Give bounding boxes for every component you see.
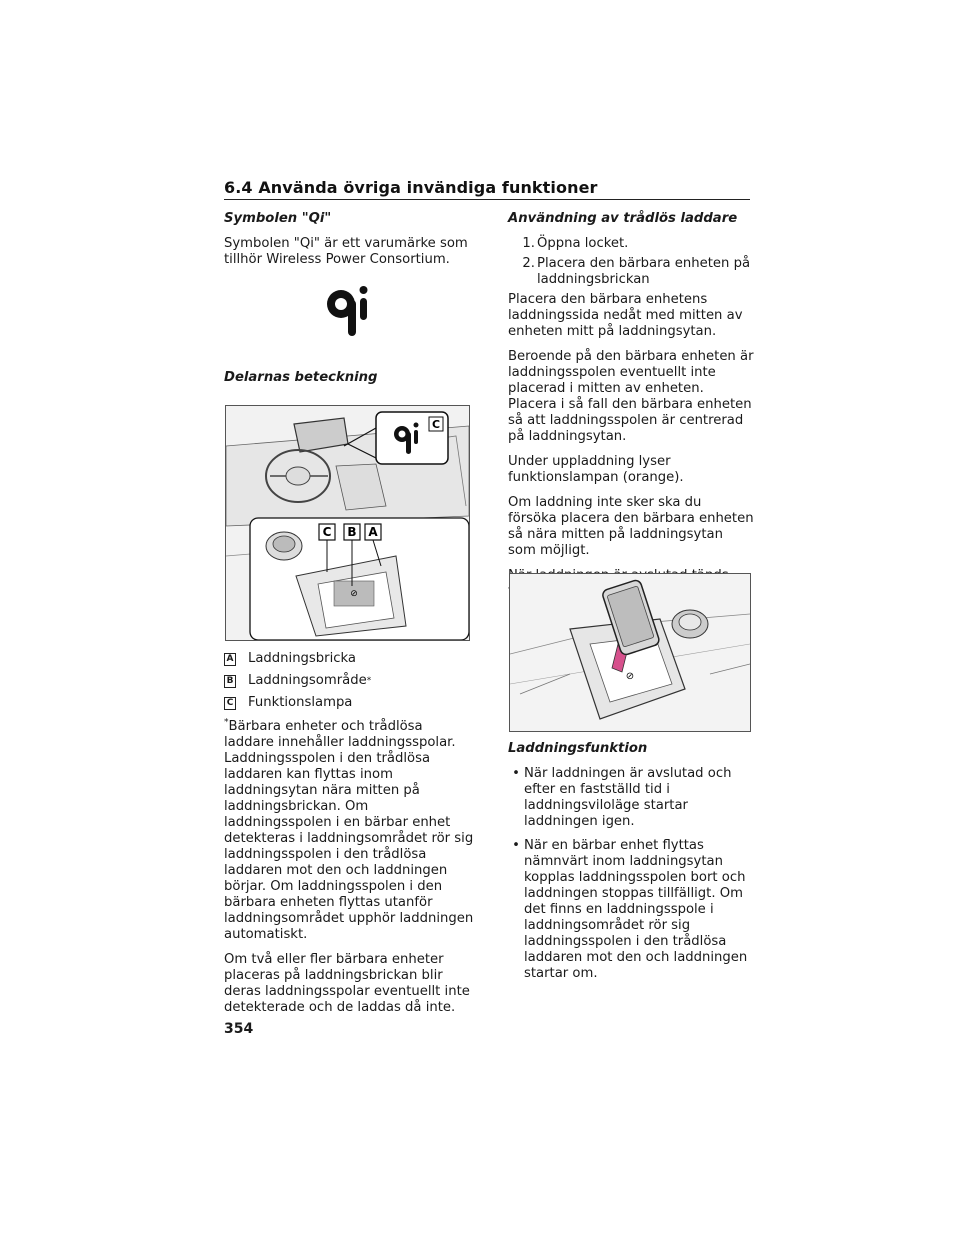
left-column	[224, 211, 474, 277]
function-section	[508, 741, 754, 990]
multi-device-text: Om två eller fler bärbara enheter placeras på laddningsbrickan blir deras laddningsspolar eventuellt inte detekterade och de laddas då inte.	[224, 952, 470, 1015]
bullet-item: • När laddningen är avslutad och efter en fastställd tid i laddningsviloläge startar laddningen igen.	[512, 766, 732, 829]
charging-text: Under uppladdning lyser funktionslampan (orange).	[508, 454, 684, 485]
usage-heading: Användning av trådlös laddare	[508, 211, 738, 226]
section-title: 6.4 Använda övriga invändiga funktioner	[224, 178, 598, 197]
footnote-mark: *	[224, 717, 229, 728]
legend-item-c: C Funktionslampa	[224, 695, 474, 711]
legend-item-a: A Laddningsbricka	[224, 651, 474, 667]
qi-heading: Symbolen "Qi"	[224, 211, 332, 226]
svg-text:⊘: ⊘	[625, 671, 635, 682]
usage-steps	[508, 236, 754, 288]
parts-heading: Delarnas beteckning	[224, 370, 378, 385]
bullet-item: • När en bärbar enhet flyttas nämnvärt inom laddningsytan kopplas laddningsspolen bort och laddningen stoppas tillfälligt. Om det finns en laddningsspole i laddningsområdet rör sig laddningsspolen i den trådlösa laddaren mot den och laddningen startar om.	[512, 838, 748, 981]
qi-logo-icon	[324, 282, 374, 342]
parts-legend	[224, 651, 474, 1025]
function-bullets	[508, 766, 754, 982]
qi-text: Symbolen "Qi" är ett varumärke som tillhör Wireless Power Consortium.	[224, 236, 468, 267]
right-column	[508, 211, 754, 609]
function-heading: Laddningsfunktion	[508, 741, 648, 756]
no-charge-text: Om laddning inte sker ska du försöka placera den bärbara enheten så nära mitten på laddningsytan som möjligt.	[508, 495, 754, 558]
figure-label-b: B	[347, 525, 357, 539]
phone-on-charger-illustration	[509, 573, 751, 732]
step-item: 1. Öppna locket.	[522, 236, 629, 251]
figure-label-c-callout: C	[431, 418, 441, 431]
page-number: 354	[224, 1021, 254, 1037]
dashboard-illustration	[225, 405, 470, 641]
figure-label-a: A	[368, 525, 378, 539]
footnote-text: Bärbara enheter och trådlösa laddare innehåller laddningsspolar. Laddningsspolen i den trådlösa laddaren kan flyttas inom laddningsytan nära mitten på laddningsbrickan. Om laddningsspolen i en bärbar enhet detekteras i laddningsområdet rör sig laddningsspolen i den trådlösa laddaren mot den och laddningen börjar. Om laddningsspolen i den bärbara enheten flyttas utanför laddningsområdet upphör laddningen automatiskt.	[224, 719, 474, 942]
section-rule	[224, 199, 750, 200]
step-item: 2. Placera den bärbara enheten på laddningsbrickan	[522, 256, 751, 287]
coil-text: Beroende på den bärbara enheten är laddningsspolen eventuellt inte placerad i mitten av enheten. Placera i så fall den bärbara enheten så att laddningsspolen är centrerad på laddningsytan.	[508, 349, 754, 444]
svg-text:⊘: ⊘	[350, 589, 358, 599]
place-text: Placera den bärbara enhetens laddningssida nedåt med mitten av enheten mitt på laddningsytan.	[508, 292, 743, 339]
legend-item-b: B Laddningsområde *	[224, 673, 474, 689]
figure-label-c: C	[322, 525, 332, 539]
